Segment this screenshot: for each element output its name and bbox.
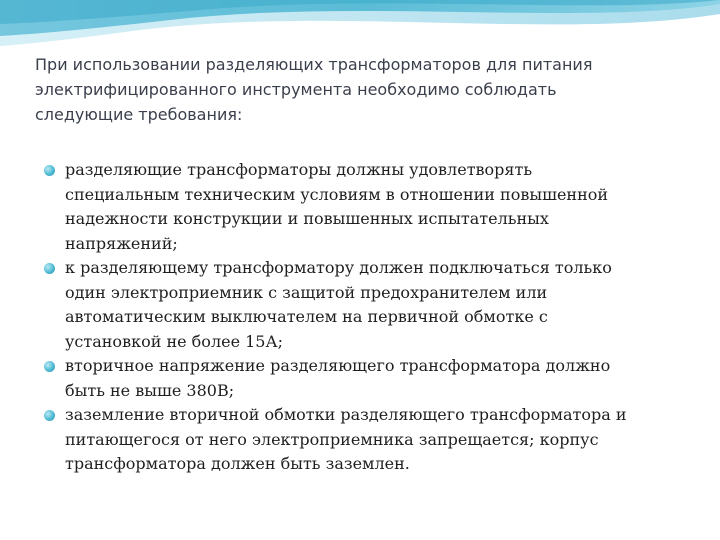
item-line: специальным техническим условиям в отношении повышенной: [65, 184, 609, 204]
bullet-icon: [44, 410, 55, 421]
item-line: питающегося от него электроприемника запрещается; корпус: [65, 429, 599, 449]
item-line: разделяющие трансформаторы должны удовлетворять: [65, 160, 533, 179]
item-line: автоматическим выключателем на первичной обмотке с: [65, 307, 548, 326]
requirements-list: [44, 158, 704, 477]
item-line: напряжений;: [65, 233, 178, 253]
item-line: к разделяющему трансформатору должен подключаться только: [65, 258, 612, 277]
list-item: [44, 158, 704, 256]
slide-title: [35, 52, 695, 127]
bullet-icon: [44, 361, 55, 372]
list-item: [44, 256, 704, 354]
bullet-icon: [44, 263, 55, 274]
item-line: надежности конструкции и повышенных испытательных: [65, 209, 549, 228]
item-line: трансформатора должен быть заземлен.: [65, 454, 410, 473]
item-line: установкой не более 15А;: [65, 331, 283, 351]
list-item: [44, 403, 704, 477]
item-line: быть не выше 380В;: [65, 380, 235, 400]
title-line: электрифицированного инструмента необходимо соблюдать: [35, 80, 557, 99]
list-item: [44, 354, 704, 403]
bullet-icon: [44, 165, 55, 176]
item-line: вторичное напряжение разделяющего трансформатора должно: [65, 356, 611, 375]
title-line: следующие требования:: [35, 105, 243, 124]
item-line: один электроприемник с защитой предохранителем или: [65, 282, 548, 302]
title-line: При использовании разделяющих трансформаторов для питания: [35, 55, 593, 74]
item-line: заземление вторичной обмотки разделяющего трансформатора и: [65, 405, 627, 424]
